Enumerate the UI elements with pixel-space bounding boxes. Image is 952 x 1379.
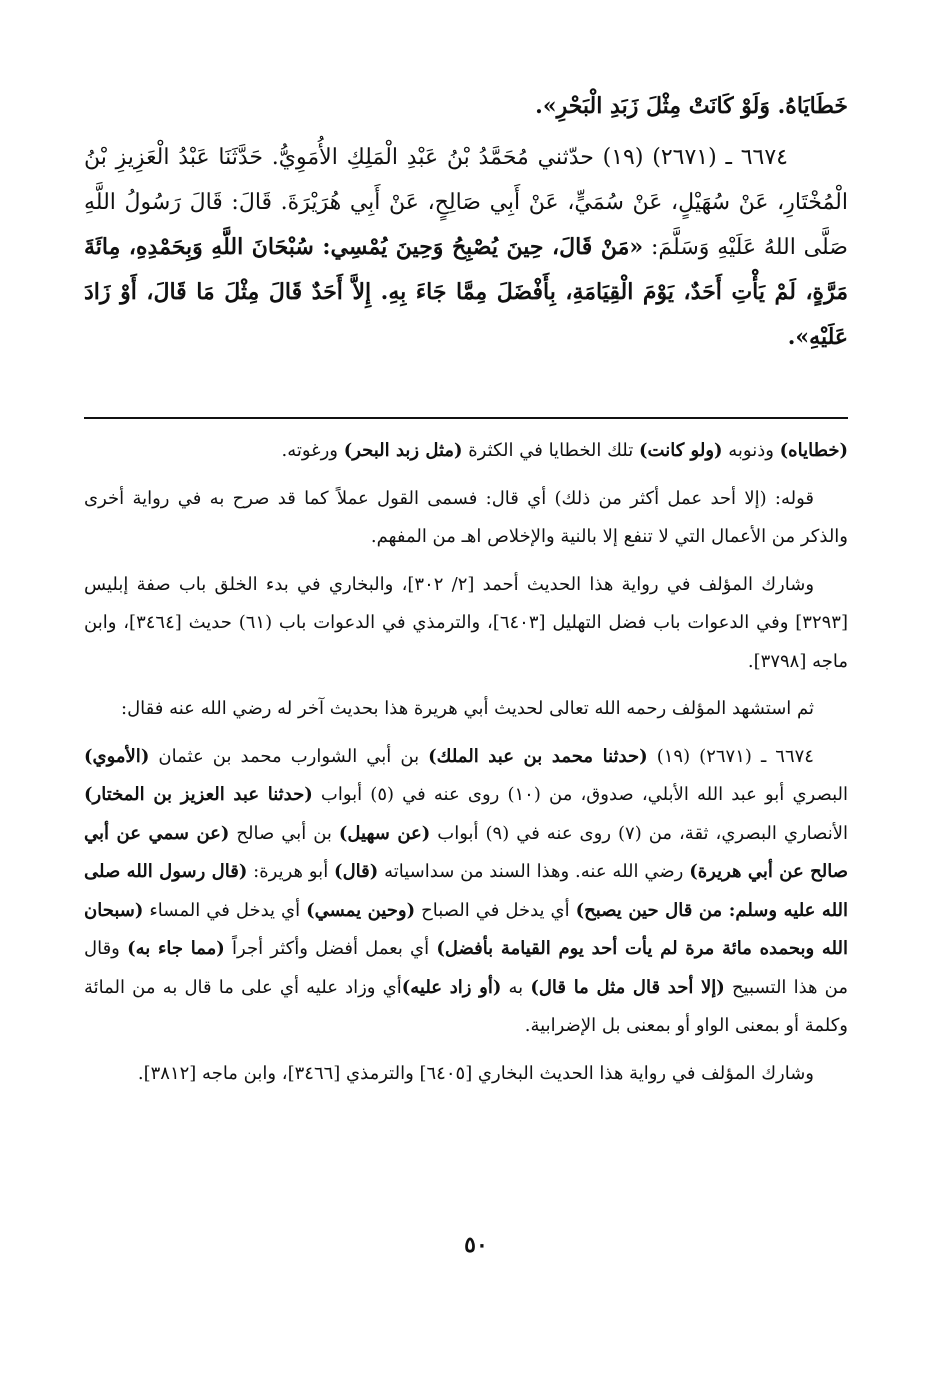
hadith-continuation: خَطَايَاهُ. وَلَوْ كَانَتْ مِثْلَ زَبَدِ الْبَحْرِ». xyxy=(535,93,848,119)
hadith-text xyxy=(84,84,848,360)
commentary-text: ٦٦٧٤ ـ (٢٦٧١) (١٩) xyxy=(647,745,814,767)
page-number: ٥٠ xyxy=(464,1232,488,1258)
commentary-term: (إلا أحد قال مثل ما قال) xyxy=(530,976,725,998)
commentary-text: بن أبي الشوارب محمد بن عثمان xyxy=(149,745,429,767)
commentary-paragraph-3: وشارك المؤلف في رواية هذا الحديث أحمد [٢/ ٣٠٢]، والبخاري في بدء الخلق باب صفة إبليس [٣٢٩٣] وفي الدعوات باب فضل التهليل [٦٤٠٣]، والترمذي في الدعوات باب (٦١) حديث [٣٤٦٤]، وابن ماجه [٣٧٩٨]. xyxy=(84,573,848,672)
commentary-text: البصري أبو عبد الله الأبلي، صدوق، من (١٠) روى عنه في (٥) أبواب xyxy=(312,784,848,805)
commentary-text: وقال من هذا التسبيح xyxy=(84,938,849,998)
commentary-text: رضي الله عنه. وهذا السند من سداسياته xyxy=(378,861,690,882)
commentary-section xyxy=(84,432,848,1102)
hadith-section xyxy=(84,84,848,360)
commentary-term: (عن سمي عن أبي صالح عن أبي هريرة) xyxy=(84,822,848,882)
commentary-term: (حدثنا عبد العزيز بن المختار) xyxy=(84,784,313,805)
commentary-text: به xyxy=(501,976,531,998)
commentary-text: أبو هريرة: xyxy=(247,861,335,882)
commentary-term: (قال) xyxy=(334,861,379,882)
commentary-term: (مثل زبد البحر) xyxy=(343,440,463,461)
hadith-isnad: حدّثني مُحَمَّدُ بْنُ عَبْدِ الْمَلِكِ الأُمَوِيُّ. حَدَّثَنَا عَبْدُ الْعَزِيزِ بْنُ الْمُخْتَارِ، عَنْ سُهَيْلٍ، عَنْ سُمَيٍّ، عَنْ أَبِي صَالِحٍ، عَنْ أَبِي هُرَيْرَةَ. قَالَ: قَالَ رَسُولُ اللَّهِ صَلَّى اللهُ عَلَيْهِ وَسَلَّمَ: xyxy=(84,145,848,260)
commentary-text: أي يدخل في الصباح xyxy=(415,899,576,921)
commentary-paragraph-1 xyxy=(84,432,848,471)
commentary-term: (وحين يمسي) xyxy=(306,899,416,921)
commentary-term: (مما جاء به) xyxy=(127,938,225,959)
commentary-text: الأنصاري البصري، ثقة، من (٧) روى عنه في (٩) أبواب xyxy=(430,822,849,844)
commentary-text: ورغوته. xyxy=(281,440,344,461)
commentary-term: (حدثنا محمد بن عبد الملك) xyxy=(428,745,648,767)
commentary-text: تلك الخطايا في الكثرة xyxy=(462,440,640,461)
commentary-text: أي يدخل في المساء xyxy=(143,899,307,921)
hadith-matn: «مَنْ قَالَ، حِينَ يُصْبِحُ وَحِينَ يُمْسِي: سُبْحَانَ اللَّهِ وَبِحَمْدِهِ، مِائَةَ مَرَّةٍ، لَمْ يَأْتِ أَحَدٌ، يَوْمَ الْقِيَامَةِ، بِأَفْضَلَ مِمَّا جَاءَ بِهِ. إِلاَّ أَحَدٌ قَالَ مِثْلَ مَا قَالَ، أَوْ زَادَ عَلَيْهِ». xyxy=(84,234,848,350)
hadith-body xyxy=(84,135,848,360)
commentary-term: (عن سهيل) xyxy=(338,822,431,844)
commentary-text: بن أبي صالح xyxy=(229,822,339,844)
commentary-text: أي وزاد عليه أي على ما قال به من المائة وكلمة أو بمعنى الواو أو بمعنى بل الإضرابية. xyxy=(84,976,848,1036)
footnote-divider xyxy=(84,417,848,419)
commentary-paragraph-5 xyxy=(84,738,848,1046)
commentary-paragraph-4: ثم استشهد المؤلف رحمه الله تعالى لحديث أبي هريرة هذا بحديث آخر له رضي الله عنه فقال: xyxy=(121,698,814,719)
commentary-term: (ولو كانت) xyxy=(639,440,723,461)
commentary-term: (الأموي) xyxy=(84,745,150,767)
commentary-term: (سبحان الله وبحمده مائة مرة لم يأت أحد يوم القيامة بأفضل) xyxy=(84,899,849,959)
commentary-term: (خطاياه) xyxy=(779,440,848,461)
commentary-text: أي بعمل أفضل وأكثر أجراً xyxy=(224,938,437,959)
commentary-text: وذنوبه xyxy=(722,440,780,461)
commentary-term: (أو زاد عليه) xyxy=(401,976,502,998)
commentary-term: (قال رسول الله صلى الله عليه وسلم: من قال حين يصبح) xyxy=(84,861,849,921)
hadith-number: ٦٦٧٤ ـ (٢٦٧١) (١٩) xyxy=(602,145,788,170)
commentary-paragraph-2: قوله: (إلا أحد عمل أكثر من ذلك) أي قال: فسمى القول عملاً كما قد صرح به في رواية أخرى والذكر من الأعمال التي لا تنفع إلا بالنية والإخلاص اهـ من المفهم. xyxy=(84,487,848,547)
commentary-paragraph-6: وشارك المؤلف في رواية هذا الحديث البخاري [٦٤٠٥] والترمذي [٣٤٦٦]، وابن ماجه [٣٨١٢]. xyxy=(137,1062,814,1084)
